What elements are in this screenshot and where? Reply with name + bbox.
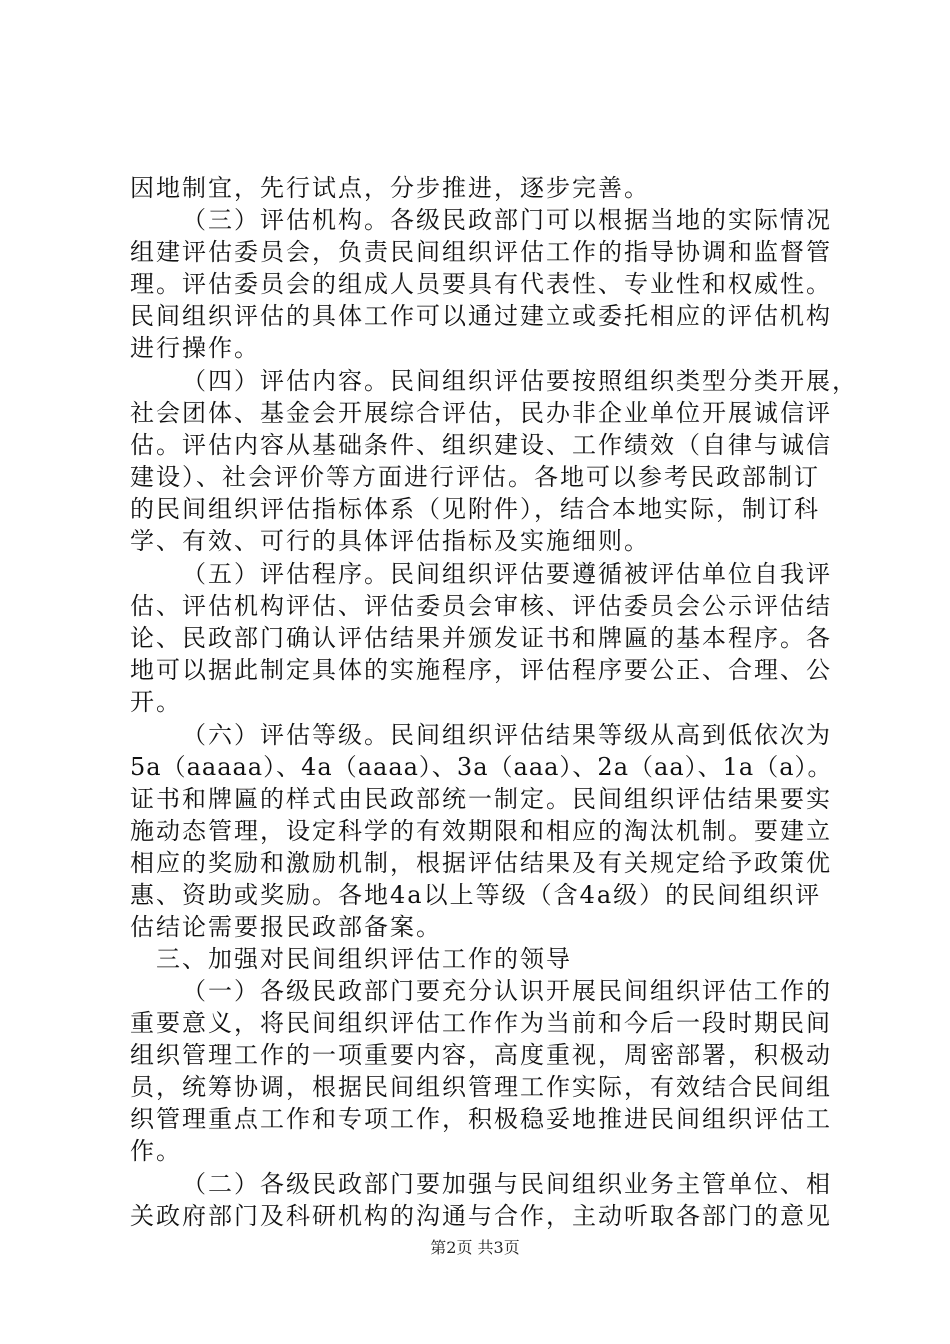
- text-line: 组建评估委员会，负责民间组织评估工作的指导协调和监督管: [130, 238, 832, 266]
- text-line: （三）评估机构。各级民政部门可以根据当地的实际情况: [182, 206, 832, 234]
- text-line: 建设）、社会评价等方面进行评估。各地可以参考民政部制订: [130, 463, 820, 491]
- text-line: 民间组织评估的具体工作可以通过建立或委托相应的评估机构: [130, 302, 832, 330]
- text-line: 理。评估委员会的组成人员要具有代表性、专业性和权威性。: [130, 270, 832, 298]
- text-line: （六）评估等级。民间组织评估结果等级从高到低依次为: [182, 721, 832, 749]
- text-line: 因地制宜，先行试点，分步推进，逐步完善。: [130, 174, 650, 202]
- section-heading: 三、加强对民间组织评估工作的领导: [156, 945, 572, 973]
- text-line: 估。评估内容从基础条件、组织建设、工作绩效（自律与诚信: [130, 431, 832, 459]
- text-line: 惠、资助或奖励。各地4a以上等级（含4a级）的民间组织评: [130, 881, 822, 909]
- text-line: 地可以据此制定具体的实施程序，评估程序要公正、合理、公: [130, 656, 832, 684]
- text-line: （五）评估程序。民间组织评估要遵循被评估单位自我评: [182, 560, 832, 588]
- text-line: 组织管理工作的一项重要内容，高度重视，周密部署，积极动: [130, 1041, 832, 1069]
- text-line: 施动态管理，设定科学的有效期限和相应的淘汰机制。要建立: [130, 817, 832, 845]
- text-line: 估、评估机构评估、评估委员会审核、评估委员会公示评估结: [130, 592, 832, 620]
- text-line: 开。: [130, 688, 182, 716]
- text-line: 关政府部门及科研机构的沟通与合作，主动听取各部门的意见: [130, 1202, 832, 1230]
- text-line: 学、有效、可行的具体评估指标及实施细则。: [130, 527, 650, 555]
- text-line: 的民间组织评估指标体系（见附件），结合本地实际，制订科: [130, 495, 820, 523]
- text-line: 织管理重点工作和专项工作，积极稳妥地推进民间组织评估工: [130, 1105, 832, 1133]
- text-line: （四）评估内容。民间组织评估要按照组织类型分类开展，: [182, 367, 858, 395]
- text-line: （一）各级民政部门要充分认识开展民间组织评估工作的: [182, 977, 832, 1005]
- text-line: 作。: [130, 1137, 182, 1165]
- text-line: 5a（aaaaa）、4a（aaaa）、3a（aaa）、2a（aa）、1a（a）。: [130, 753, 833, 781]
- page-number-footer: 第2页 共3页: [430, 1238, 520, 1257]
- text-line: 员，统筹协调，根据民间组织管理工作实际，有效结合民间组: [130, 1073, 832, 1101]
- text-line: 进行操作。: [130, 334, 260, 362]
- text-line: 社会团体、基金会开展综合评估，民办非企业单位开展诚信评: [130, 399, 832, 427]
- text-line: （二）各级民政部门要加强与民间组织业务主管单位、相: [182, 1170, 832, 1198]
- text-line: 相应的奖励和激励机制，根据评估结果及有关规定给予政策优: [130, 849, 832, 877]
- text-line: 估结论需要报民政部备案。: [130, 913, 442, 941]
- text-line: 论、民政部门确认评估结果并颁发证书和牌匾的基本程序。各: [130, 624, 832, 652]
- text-line: 证书和牌匾的样式由民政部统一制定。民间组织评估结果要实: [130, 785, 832, 813]
- text-line: 重要意义，将民间组织评估工作作为当前和今后一段时期民间: [130, 1009, 832, 1037]
